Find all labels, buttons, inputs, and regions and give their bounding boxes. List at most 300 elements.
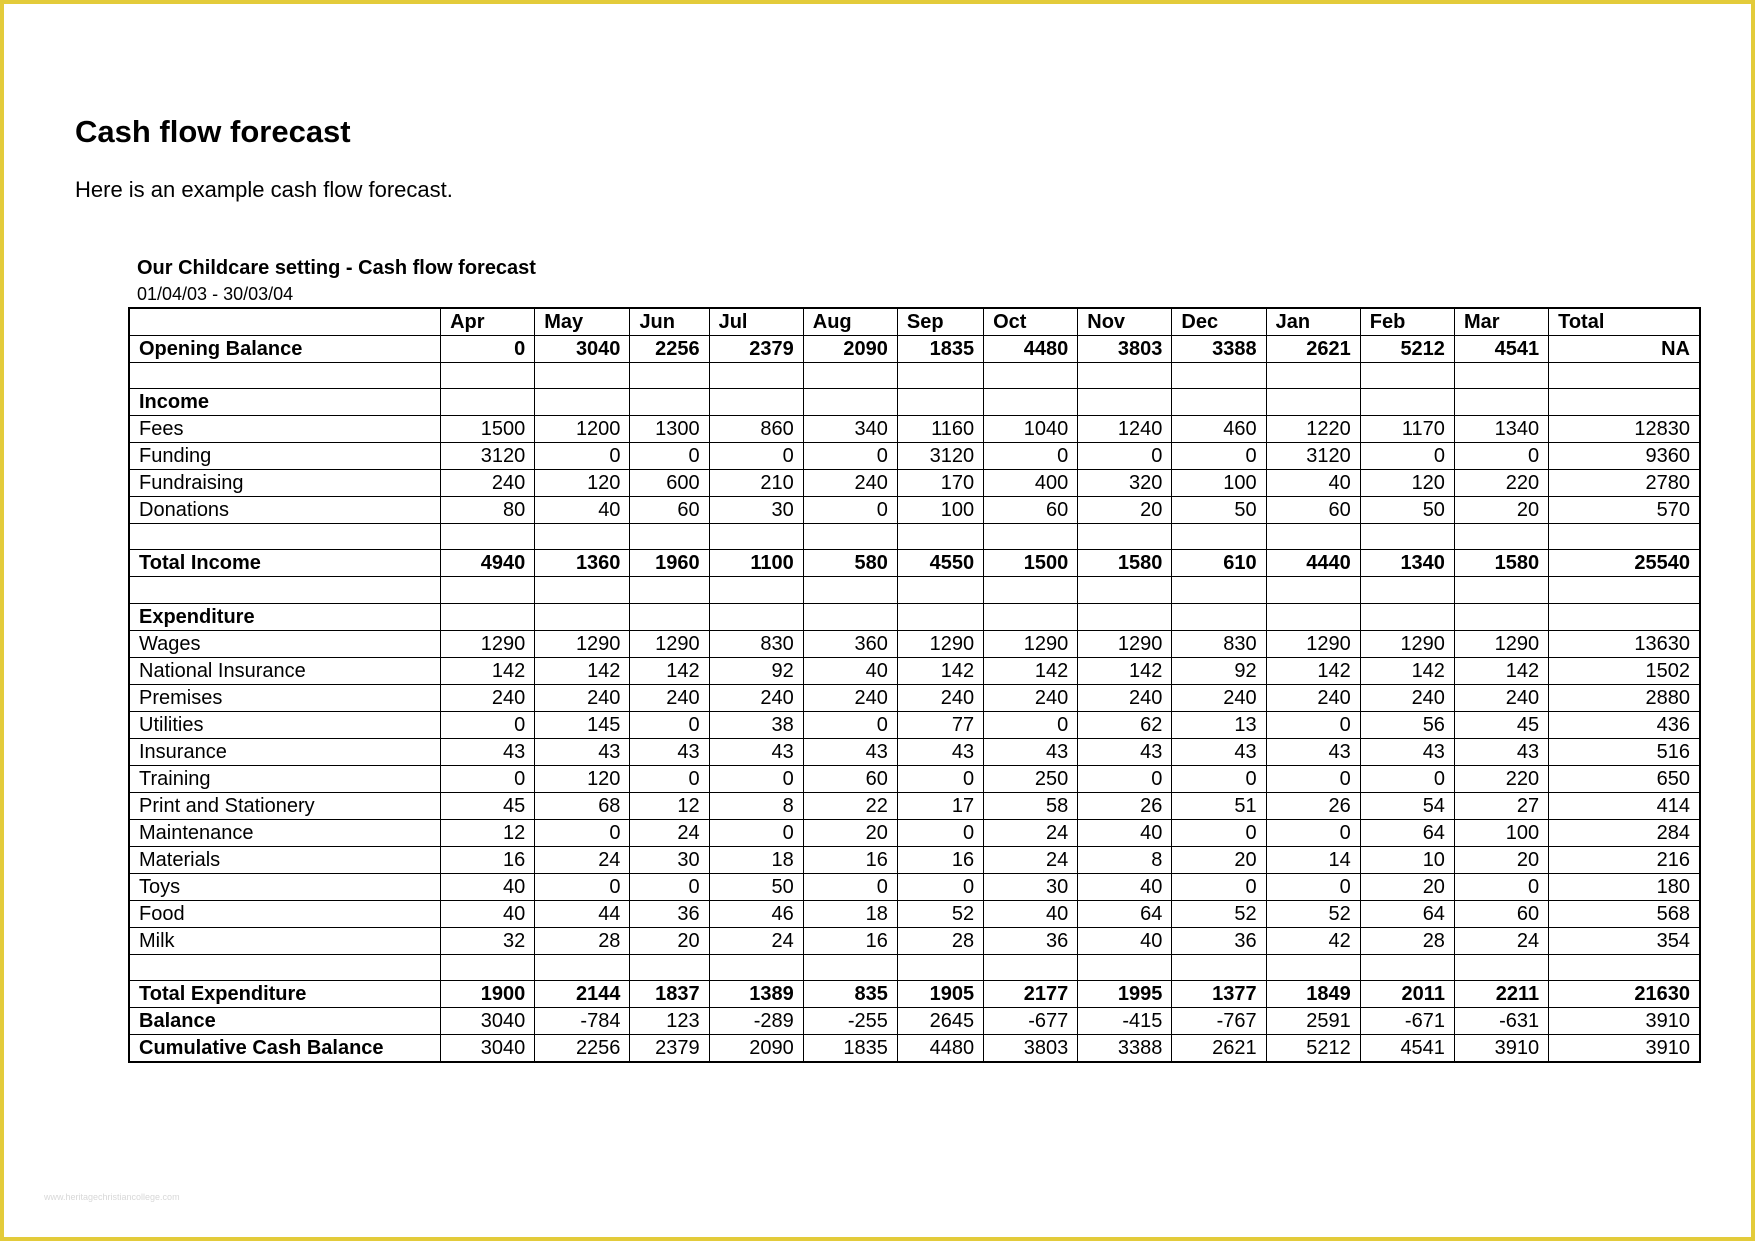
value-cell: 80: [441, 497, 535, 524]
value-cell: 0: [897, 819, 983, 846]
value-cell: 1290: [535, 630, 630, 657]
table-row: [129, 550, 1700, 577]
value-cell: 220: [1454, 765, 1548, 792]
value-cell: [984, 577, 1078, 603]
column-header-jun: Jun: [630, 308, 709, 336]
value-cell: 3120: [441, 443, 535, 470]
value-cell: 2591: [1266, 1007, 1360, 1034]
value-cell: 240: [1266, 684, 1360, 711]
value-cell: 0: [984, 711, 1078, 738]
row-label: Opening Balance: [129, 336, 441, 363]
value-cell: 2645: [897, 1007, 983, 1034]
cash-flow-table: [128, 307, 1701, 1063]
value-cell: 12: [441, 819, 535, 846]
value-cell: 51: [1172, 792, 1266, 819]
value-cell: 3803: [1078, 336, 1172, 363]
table-row: [129, 738, 1700, 765]
value-cell: 2090: [803, 336, 897, 363]
value-cell: 43: [984, 738, 1078, 765]
column-header-aug: Aug: [803, 308, 897, 336]
value-cell: [1454, 524, 1548, 550]
value-cell: [897, 524, 983, 550]
value-cell: 4940: [441, 550, 535, 577]
value-cell: 4541: [1360, 1034, 1454, 1062]
value-cell: 20: [1360, 873, 1454, 900]
value-cell: 460: [1172, 416, 1266, 443]
value-cell: 3040: [441, 1034, 535, 1062]
value-cell: 240: [1360, 684, 1454, 711]
value-cell: -671: [1360, 1007, 1454, 1034]
value-cell: 1377: [1172, 980, 1266, 1007]
value-cell: 2011: [1360, 980, 1454, 1007]
value-cell: 0: [803, 711, 897, 738]
row-label: Premises: [129, 684, 441, 711]
table-row: [129, 630, 1700, 657]
value-cell: 1290: [1266, 630, 1360, 657]
table-row: [129, 443, 1700, 470]
value-cell: -677: [984, 1007, 1078, 1034]
value-cell: [1172, 363, 1266, 389]
value-cell: 240: [441, 684, 535, 711]
value-cell: 32: [441, 927, 535, 954]
value-cell: 120: [535, 765, 630, 792]
value-cell: 1290: [1078, 630, 1172, 657]
table-row: [129, 792, 1700, 819]
value-cell: 0: [535, 873, 630, 900]
value-cell: 100: [897, 497, 983, 524]
row-label: Print and Stationery: [129, 792, 441, 819]
page-title: Cash flow forecast: [75, 114, 351, 149]
value-cell: 40: [441, 900, 535, 927]
value-cell: 2256: [535, 1034, 630, 1062]
value-cell: 1290: [630, 630, 709, 657]
value-cell: [1078, 603, 1172, 630]
row-label: Total Expenditure: [129, 980, 441, 1007]
total-cell: 9360: [1549, 443, 1700, 470]
value-cell: [441, 577, 535, 603]
value-cell: [441, 524, 535, 550]
value-cell: 36: [1172, 927, 1266, 954]
value-cell: 142: [1454, 657, 1548, 684]
row-label: Training: [129, 765, 441, 792]
value-cell: [1360, 577, 1454, 603]
value-cell: 142: [897, 657, 983, 684]
value-cell: 580: [803, 550, 897, 577]
value-cell: 17: [897, 792, 983, 819]
value-cell: 24: [984, 846, 1078, 873]
value-cell: 44: [535, 900, 630, 927]
value-cell: [630, 577, 709, 603]
total-cell: 180: [1549, 873, 1700, 900]
value-cell: 50: [1360, 497, 1454, 524]
value-cell: [897, 389, 983, 416]
value-cell: 0: [630, 765, 709, 792]
value-cell: 43: [897, 738, 983, 765]
total-cell: [1549, 524, 1700, 550]
value-cell: 40: [803, 657, 897, 684]
value-cell: [1172, 389, 1266, 416]
value-cell: 250: [984, 765, 1078, 792]
table-header: [129, 308, 1700, 336]
value-cell: 13: [1172, 711, 1266, 738]
value-cell: 40: [441, 873, 535, 900]
value-cell: 240: [1078, 684, 1172, 711]
value-cell: [1266, 363, 1360, 389]
value-cell: [984, 363, 1078, 389]
value-cell: 16: [441, 846, 535, 873]
value-cell: [709, 577, 803, 603]
total-cell: 1502: [1549, 657, 1700, 684]
total-cell: 414: [1549, 792, 1700, 819]
total-cell: 436: [1549, 711, 1700, 738]
row-label: Maintenance: [129, 819, 441, 846]
value-cell: 0: [1454, 443, 1548, 470]
value-cell: 340: [803, 416, 897, 443]
value-cell: 10: [1360, 846, 1454, 873]
value-cell: [1454, 603, 1548, 630]
value-cell: 30: [630, 846, 709, 873]
row-label: Milk: [129, 927, 441, 954]
value-cell: 36: [984, 927, 1078, 954]
value-cell: 4480: [897, 1034, 983, 1062]
value-cell: 3388: [1078, 1034, 1172, 1062]
value-cell: 100: [1172, 470, 1266, 497]
table-row: [129, 497, 1700, 524]
table-row: [129, 657, 1700, 684]
value-cell: 62: [1078, 711, 1172, 738]
value-cell: 92: [1172, 657, 1266, 684]
value-cell: 1290: [1454, 630, 1548, 657]
table-row: [129, 980, 1700, 1007]
value-cell: 1160: [897, 416, 983, 443]
value-cell: 610: [1172, 550, 1266, 577]
value-cell: 0: [709, 443, 803, 470]
value-cell: 27: [1454, 792, 1548, 819]
value-cell: 240: [803, 470, 897, 497]
value-cell: 142: [535, 657, 630, 684]
value-cell: [535, 954, 630, 980]
value-cell: [803, 389, 897, 416]
value-cell: 16: [897, 846, 983, 873]
value-cell: 20: [803, 819, 897, 846]
value-cell: [709, 603, 803, 630]
value-cell: 2621: [1266, 336, 1360, 363]
total-cell: 12830: [1549, 416, 1700, 443]
value-cell: [984, 524, 1078, 550]
value-cell: 16: [803, 846, 897, 873]
value-cell: [1454, 577, 1548, 603]
value-cell: 1905: [897, 980, 983, 1007]
value-cell: 1835: [897, 336, 983, 363]
value-cell: 240: [1454, 684, 1548, 711]
value-cell: 40: [984, 900, 1078, 927]
value-cell: 40: [1078, 819, 1172, 846]
value-cell: 240: [630, 684, 709, 711]
value-cell: 60: [630, 497, 709, 524]
value-cell: [1172, 524, 1266, 550]
value-cell: 0: [803, 443, 897, 470]
value-cell: 43: [441, 738, 535, 765]
value-cell: 1900: [441, 980, 535, 1007]
value-cell: [441, 954, 535, 980]
value-cell: 2379: [709, 336, 803, 363]
total-cell: 25540: [1549, 550, 1700, 577]
row-label: Expenditure: [129, 603, 441, 630]
value-cell: [1172, 954, 1266, 980]
value-cell: [803, 603, 897, 630]
value-cell: 170: [897, 470, 983, 497]
value-cell: [535, 389, 630, 416]
row-label: Insurance: [129, 738, 441, 765]
total-cell: NA: [1549, 336, 1700, 363]
value-cell: 0: [1360, 443, 1454, 470]
value-cell: 36: [630, 900, 709, 927]
value-cell: 2177: [984, 980, 1078, 1007]
value-cell: 2621: [1172, 1034, 1266, 1062]
value-cell: 43: [1172, 738, 1266, 765]
row-label: Toys: [129, 873, 441, 900]
value-cell: [897, 577, 983, 603]
table-row: [129, 684, 1700, 711]
value-cell: 43: [535, 738, 630, 765]
value-cell: [984, 389, 1078, 416]
value-cell: 22: [803, 792, 897, 819]
total-cell: 216: [1549, 846, 1700, 873]
value-cell: [1454, 363, 1548, 389]
row-label: Fees: [129, 416, 441, 443]
value-cell: 8: [1078, 846, 1172, 873]
value-cell: 0: [630, 443, 709, 470]
value-cell: 40: [535, 497, 630, 524]
table-row: [129, 577, 1700, 603]
value-cell: [984, 954, 1078, 980]
value-cell: 240: [709, 684, 803, 711]
value-cell: [1454, 954, 1548, 980]
row-label: Balance: [129, 1007, 441, 1034]
value-cell: 210: [709, 470, 803, 497]
value-cell: [1078, 363, 1172, 389]
value-cell: 1290: [897, 630, 983, 657]
value-cell: 60: [1266, 497, 1360, 524]
value-cell: 1995: [1078, 980, 1172, 1007]
value-cell: 43: [1078, 738, 1172, 765]
total-cell: 516: [1549, 738, 1700, 765]
value-cell: 68: [535, 792, 630, 819]
value-cell: 3388: [1172, 336, 1266, 363]
value-cell: [1266, 577, 1360, 603]
row-label: Fundraising: [129, 470, 441, 497]
value-cell: 20: [1454, 497, 1548, 524]
table-row: [129, 470, 1700, 497]
value-cell: -767: [1172, 1007, 1266, 1034]
value-cell: [1360, 954, 1454, 980]
row-label: Materials: [129, 846, 441, 873]
table-row: [129, 363, 1700, 389]
value-cell: [535, 524, 630, 550]
value-cell: 26: [1078, 792, 1172, 819]
value-cell: [1172, 577, 1266, 603]
value-cell: [709, 363, 803, 389]
value-cell: 0: [441, 336, 535, 363]
value-cell: 4440: [1266, 550, 1360, 577]
value-cell: 830: [709, 630, 803, 657]
value-cell: 60: [803, 765, 897, 792]
value-cell: 30: [984, 873, 1078, 900]
value-cell: 3040: [535, 336, 630, 363]
column-header-oct: Oct: [984, 308, 1078, 336]
value-cell: [803, 577, 897, 603]
value-cell: [1360, 363, 1454, 389]
total-cell: 570: [1549, 497, 1700, 524]
value-cell: [630, 389, 709, 416]
value-cell: 0: [630, 711, 709, 738]
value-cell: 2379: [630, 1034, 709, 1062]
column-header-jul: Jul: [709, 308, 803, 336]
value-cell: [1360, 524, 1454, 550]
value-cell: 600: [630, 470, 709, 497]
value-cell: 43: [709, 738, 803, 765]
value-cell: 0: [1078, 765, 1172, 792]
value-cell: 92: [709, 657, 803, 684]
value-cell: 0: [1172, 765, 1266, 792]
value-cell: [441, 363, 535, 389]
value-cell: [1360, 389, 1454, 416]
value-cell: [535, 577, 630, 603]
total-cell: 2780: [1549, 470, 1700, 497]
value-cell: 1580: [1078, 550, 1172, 577]
value-cell: [630, 954, 709, 980]
value-cell: [535, 363, 630, 389]
value-cell: 1837: [630, 980, 709, 1007]
value-cell: 0: [441, 711, 535, 738]
value-cell: 1500: [984, 550, 1078, 577]
value-cell: 2211: [1454, 980, 1548, 1007]
value-cell: 50: [709, 873, 803, 900]
value-cell: 52: [1172, 900, 1266, 927]
value-cell: 142: [1266, 657, 1360, 684]
value-cell: 400: [984, 470, 1078, 497]
table-row: [129, 524, 1700, 550]
table-row: [129, 927, 1700, 954]
value-cell: 45: [1454, 711, 1548, 738]
value-cell: 142: [630, 657, 709, 684]
total-cell: 2880: [1549, 684, 1700, 711]
header-row: [129, 308, 1700, 336]
value-cell: 1290: [1360, 630, 1454, 657]
row-label: Food: [129, 900, 441, 927]
value-cell: 0: [984, 443, 1078, 470]
total-cell: 650: [1549, 765, 1700, 792]
column-header-jan: Jan: [1266, 308, 1360, 336]
row-label: National Insurance: [129, 657, 441, 684]
value-cell: 1360: [535, 550, 630, 577]
value-cell: 860: [709, 416, 803, 443]
value-cell: 52: [897, 900, 983, 927]
column-header-feb: Feb: [1360, 308, 1454, 336]
value-cell: 1340: [1360, 550, 1454, 577]
value-cell: 18: [709, 846, 803, 873]
value-cell: 240: [441, 470, 535, 497]
column-header-apr: Apr: [441, 308, 535, 336]
value-cell: [1266, 954, 1360, 980]
value-cell: 0: [897, 873, 983, 900]
value-cell: 0: [1172, 819, 1266, 846]
value-cell: 2256: [630, 336, 709, 363]
row-label: [129, 577, 441, 603]
value-cell: 0: [1172, 443, 1266, 470]
value-cell: 142: [1360, 657, 1454, 684]
value-cell: 1500: [441, 416, 535, 443]
value-cell: [803, 954, 897, 980]
sheet-title: Our Childcare setting - Cash flow forecast: [137, 257, 536, 279]
value-cell: 240: [1172, 684, 1266, 711]
value-cell: 1835: [803, 1034, 897, 1062]
total-cell: [1549, 577, 1700, 603]
value-cell: 3803: [984, 1034, 1078, 1062]
value-cell: [1454, 389, 1548, 416]
value-cell: 360: [803, 630, 897, 657]
row-label: Donations: [129, 497, 441, 524]
value-cell: 0: [535, 819, 630, 846]
value-cell: [897, 363, 983, 389]
row-label: [129, 363, 441, 389]
value-cell: 64: [1360, 819, 1454, 846]
row-label: Total Income: [129, 550, 441, 577]
value-cell: 1220: [1266, 416, 1360, 443]
value-cell: [1078, 577, 1172, 603]
table-row: [129, 846, 1700, 873]
value-cell: 120: [1360, 470, 1454, 497]
value-cell: [1078, 389, 1172, 416]
value-cell: 43: [1360, 738, 1454, 765]
value-cell: [803, 524, 897, 550]
column-header-sep: Sep: [897, 308, 983, 336]
value-cell: [709, 524, 803, 550]
value-cell: 3120: [897, 443, 983, 470]
value-cell: 58: [984, 792, 1078, 819]
value-cell: 1300: [630, 416, 709, 443]
value-cell: 0: [897, 765, 983, 792]
value-cell: 142: [1078, 657, 1172, 684]
value-cell: 24: [984, 819, 1078, 846]
value-cell: 26: [1266, 792, 1360, 819]
value-cell: 240: [984, 684, 1078, 711]
value-cell: 54: [1360, 792, 1454, 819]
table-row: [129, 900, 1700, 927]
header-cell-blank: [129, 308, 441, 336]
value-cell: [1078, 524, 1172, 550]
column-header-mar: Mar: [1454, 308, 1548, 336]
value-cell: 28: [1360, 927, 1454, 954]
value-cell: 142: [984, 657, 1078, 684]
total-cell: 568: [1549, 900, 1700, 927]
total-cell: 284: [1549, 819, 1700, 846]
watermark-text: www.heritagechristiancollege.com: [44, 1192, 180, 1202]
total-cell: 13630: [1549, 630, 1700, 657]
table-row: [129, 954, 1700, 980]
row-label: [129, 524, 441, 550]
table-row: [129, 389, 1700, 416]
value-cell: 0: [709, 765, 803, 792]
column-header-total: Total: [1549, 308, 1700, 336]
row-label: Wages: [129, 630, 441, 657]
table-row: [129, 1034, 1700, 1062]
value-cell: -289: [709, 1007, 803, 1034]
total-cell: [1549, 389, 1700, 416]
value-cell: 3910: [1454, 1034, 1548, 1062]
value-cell: 0: [630, 873, 709, 900]
value-cell: 20: [1454, 846, 1548, 873]
